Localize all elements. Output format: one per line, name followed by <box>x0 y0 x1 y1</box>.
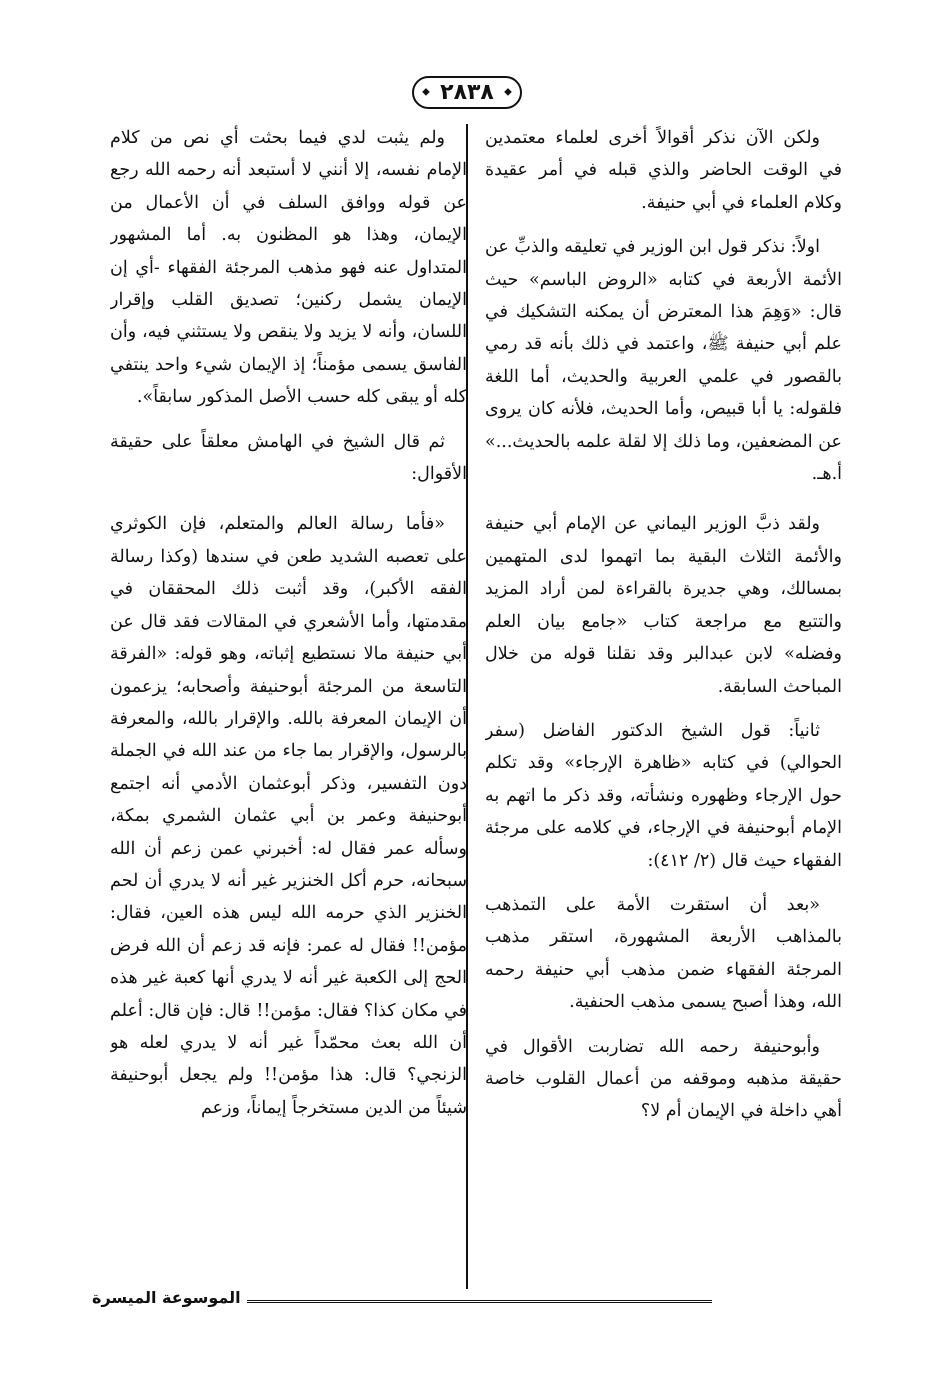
paragraph: ثانياً: قول الشيخ الدكتور الفاضل (سفر الحوالي) في كتابه «ظاهرة الإرجاء» وقد تكلم حول الإرجاء وظهوره ونشأته، وقد ذكر ما اتهم به الإمام أبوحنيفة في الإرجاء، في كلامه على مرجئة الفقهاء حيث قال (٢/ ٤١٢): <box>485 720 842 871</box>
paragraph: وأبوحنيفة رحمه الله تضاربت الأقوال في حقيقة مذهبه وموقفه من أعمال القلوب خاصة أهي داخلة في الإيمان أم لا؟ <box>485 1036 842 1122</box>
paragraph: ولقد ذبَّ الوزير اليماني عن الإمام أبي حنيفة والأئمة الثلاث البقية بما اتهموا لدى المتهمين بمسالك، وهي جديرة بالقراءة لمن أراد المزيد والتتبع مع مراجعة كتاب «جامع بيان العلم وفضله» لابن عبدالبر وقد نقلنا قوله من خلال المباحث السابقة. <box>485 514 842 697</box>
text-columns <box>92 122 842 1282</box>
paragraph: ثم قال الشيخ في الهامش معلقاً على حقيقة الأقوال: <box>110 431 467 485</box>
page-footer <box>92 1288 842 1318</box>
left-column <box>110 122 467 1282</box>
quote-paragraph: «فأما رسالة العالم والمتعلم، فإن الكوثري على تعصبه الشديد طعن في سندها (وكذا رسالة الفقه الأكبر)، وقد أثبت ذلك المحققان في مقدمتها، وأما الأشعري في المقالات فقد قال عن أبي حنيفة مالا نستطيع إثباته، وهو قوله: «الفرقة التاسعة من المرجئة أبوحنيفة وأصحابه؛ يزعمون أن الإيمان المعرفة بالله. والإقرار بالله، والمعرفة بالرسول، والإقرار بما جاء من عند الله في الجملة دون التفسير، وذكر أبوعثمان الأدمي أنه اجتمع أبوحنيفة وعمر بن أبي عثمان الشمري بمكة، وسأله عمر فقال له: أخبرني عمن زعم أن الله سبحانه، حرم أكل الخنزير غير أنه لا يدري أن لحم الخنزير الذي حرمه الله ليس هذه العين، فقال: مؤمن!! فقال له عمر: فإنه قد زعم أن الله فرض الحج إلى الكعبة غير أنه لا يدري أنها كعبة غير هذه في مكان كذا؟ فقال: مؤمن!! قال: فإن قال: أعلم أن الله بعث محمّداً غير أنه لا يدري لعله هو الزنجي؟ قال: هذا مؤمن!! ولم يجعل أبوحنيفة شيئاً من الدين مستخرجاً إيماناً، وزعم <box>110 514 467 1118</box>
quote-paragraph: «بعد أن استقرت الأمة على التمذهب بالمذاهب الأربعة المشهورة، استقر مذهب المرجئة الفقهاء ضمن مذهب أبي حنيفة رحمه الله، وهذا أصبح يسمى مذهب الحنفية. <box>485 894 842 1013</box>
page-number: ◆ ٢٨٣٨ ◆ <box>412 76 522 109</box>
paragraph: ولم يثبت لدي فيما بحثت أي نص من كلام الإمام نفسه، إلا أنني لا أستبعد أنه رحمه الله رجع عن قوله ووافق السلف في أن الأعمال من الإيمان، وهذا هو المظنون به. أما المشهور المتداول عنه فهو مذهب المرجئة الفقهاء -أي إن الإيمان يشمل ركنين؛ تصديق القلب وإقرار اللسان، وأنه لا يزيد ولا ينقص ولا يستثني فيه، وأن الفاسق يسمى مؤمناً؛ إذ الإيمان شيء واحد ينتفي كله أو يبقى كله حسب الأصل المذكور سابقاً». <box>110 128 467 408</box>
footer-title: الموسوعة الميسرة <box>92 1288 247 1307</box>
paragraph: ولكن الآن نذكر أقوالاً أخرى لعلماء معتمدين في الوقت الحاضر والذي قبله في أمر عقيدة وكلام العلماء في أبي حنيفة. <box>485 128 842 213</box>
page-header <box>0 72 934 112</box>
right-column <box>485 122 842 1282</box>
paragraph: اولاً: نذكر قول ابن الوزير في تعليقه والذبِّ عن الأئمة الأربعة في كتابه «الروض الباسم» حيث قال: «وَهِمَ هذا المعترض أن يمكنه التشكيك في علم أبي حنيفة ﷺ، واعتمد في ذلك بأنه قد رمي بالقصور في علمي العربية والحديث، أما اللغة فلقوله: يا أبا قبيص، وأما الحديث، فلأنه كان يروى عن المضعفين، وما ذلك إلا لقلة علمه بالحديث...» أ.هـ. <box>485 237 842 485</box>
